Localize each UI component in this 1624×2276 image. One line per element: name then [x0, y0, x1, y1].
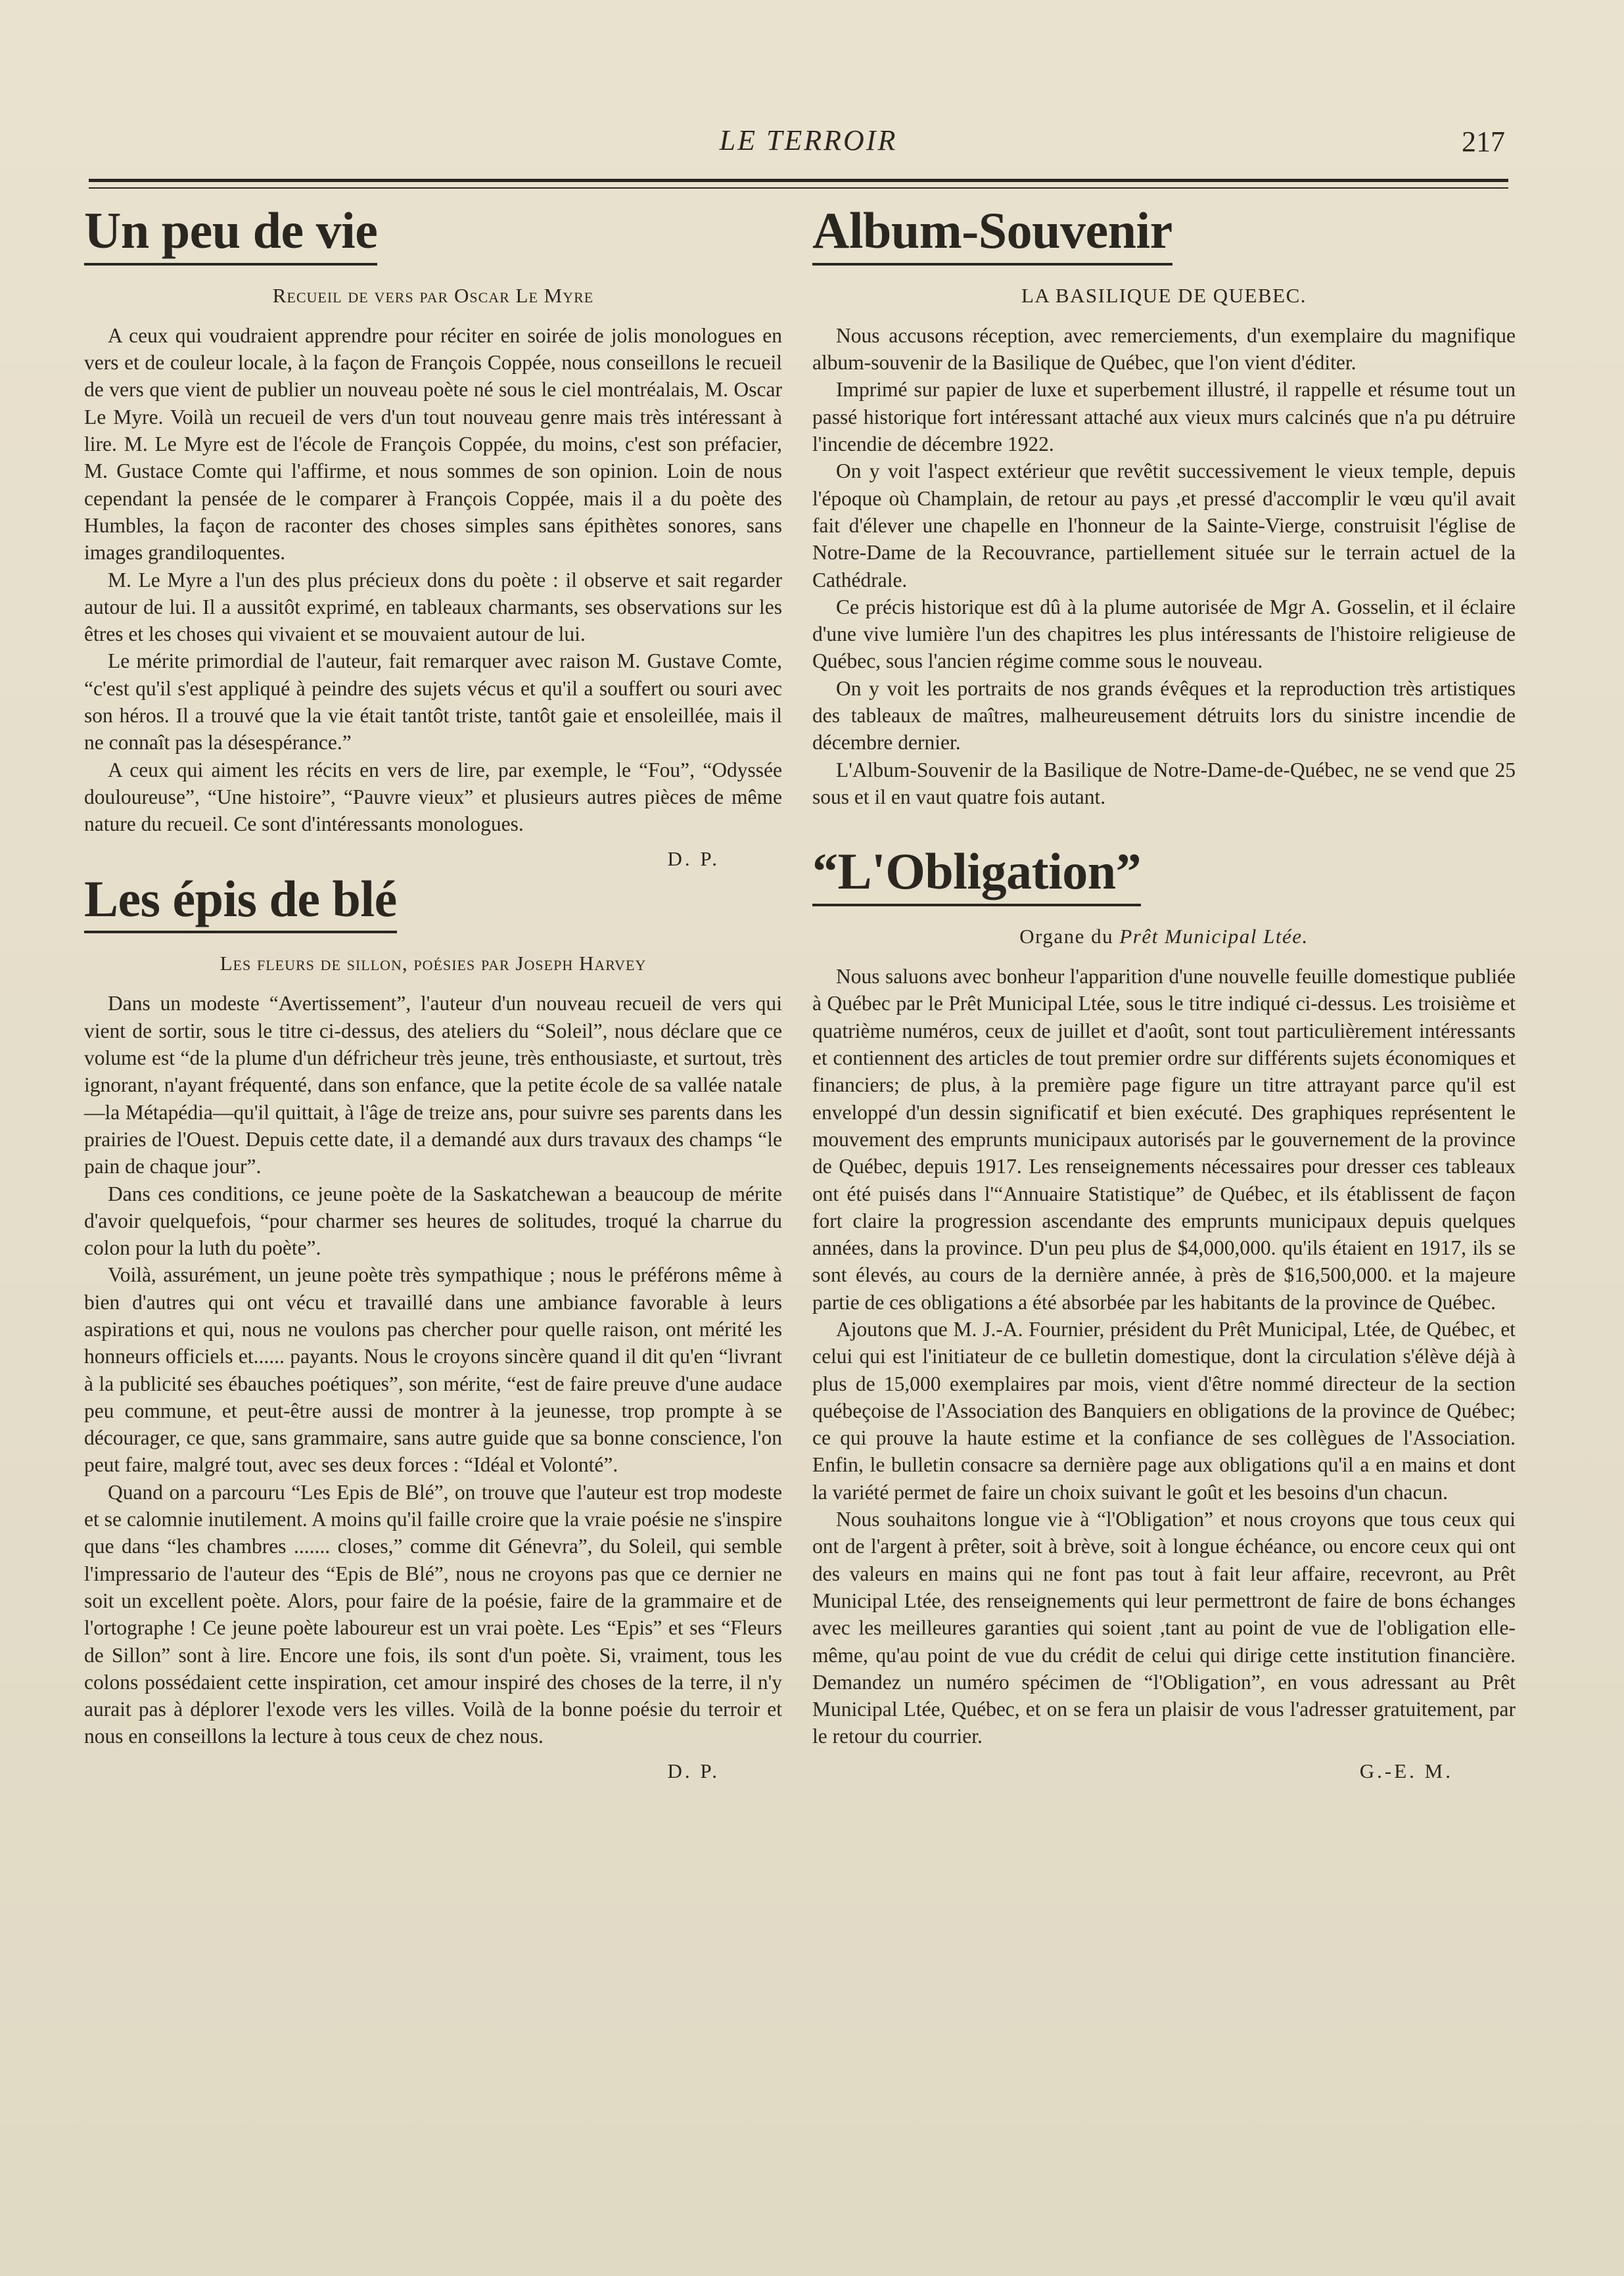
- article-l-obligation: [812, 845, 1516, 1783]
- article-body: [812, 963, 1516, 1750]
- paragraph: M. Le Myre a l'un des plus précieux dons du poète : il observe et sait regarder autour de lui. Il a aussitôt exprimé, en tableaux charmants, ses observations sur les êtres et les choses qui vivaient et se mouvaient autour de lui.: [84, 568, 782, 646]
- paragraph: Nous souhaitons longue vie à “l'Obligation” et nous croyons que tous ceux qui ont de l'argent à prêter, soit à brève, soit à longue échéance, ou encore ceux qui ont des valeurs en mains qui ne font pas tout à fait leur affaire, recevront, au Prêt Municipal Ltée, des renseignements qui leur permettront de faire de bons échanges avec les meilleures garanties qui soient ,tant au point de vue de l'obligation elle-même, qu'au point de vue du crédit de celui qui dirige cette institution financière. Demandez un numéro spécimen de “l'Obligation”, en vous adressant au Prêt Municipal Ltée, Québec, et on se fera un plaisir de vous l'adresser gratuitement, par le retour du courrier.: [812, 1508, 1516, 1748]
- paragraph: Voilà, assurément, un jeune poète très sympathique ; nous le préférons même à bien d'autres qui ont vécu et travaillé dans une ambiance favorable à leurs aspirations et qui, nous ne voulons pas chercher pour quelle raison, ont mérité les honneurs officiels et...... payants. Nous le croyons sincère quand il dit qu'en “livrant à la publicité ses ébauches poétiques”, son mérite, “est de faire preuve d'une audace peu commune, et peut-être aussi de montrer à la jeunesse, trop prompte à se décourager, ce que, sans grammaire, sans autre guide que sa bonne conscience, l'on peut faire, malgré tout, avec ses deux forces : “Idéal et Volonté”.: [84, 1263, 782, 1477]
- article-subtitle: Les fleurs de sillon, poésies par Joseph Harvey: [220, 952, 647, 975]
- header-rule-thin: [89, 187, 1508, 189]
- subtitle-prefix: Organe du: [1019, 925, 1120, 948]
- paragraph: Nous saluons avec bonheur l'apparition d'une nouvelle feuille domestique publiée à Québec par le Prêt Municipal Ltée, sous le titre indiqué ci-dessus. Les troisième et quatrième numéros, ceux de juillet et d'août, sont tout particulièrement intéressants et contiennent des articles de tout premier ordre sur différents sujets économiques et financiers; de plus, à la première page figure un titre attrayant parce qu'il est enveloppé d'un dessin significatif et bien exécuté. Des graphiques représentent le mouvement des emprunts municipaux autorisés par le gouvernement de la province de Québec, depuis 1917. Les renseignements nécessaires pour dresser ces tableaux ont été puisés dans l'“Annuaire Statistique” de Québec, et ils établissent de façon fort claire la progression ascendante des emprunts municipaux depuis quelques années, dans la province. D'un peu plus de $4,000,000. qu'ils étaient en 1917, ils se sont élevés, au cours de la dernière année, à près de $16,500,000. et la majeure partie de ces obligations a été absorbée par les habitants de la province de Québec.: [812, 965, 1516, 1314]
- author-signature: D. P.: [667, 847, 720, 870]
- article-title: Les épis de blé: [84, 872, 397, 934]
- article-title: Un peu de vie: [84, 204, 377, 266]
- paragraph: A ceux qui voudraient apprendre pour réciter en soirée de jolis monologues en vers et de couleur locale, à la façon de François Coppée, nous conseillons le recueil de vers que vient de publier un nouveau poète né sous le ciel montréalais, M. Oscar Le Myre. Voilà un recueil de vers d'un tout nouveau genre mais très intéressant à lire. M. Le Myre est de l'école de François Coppée, du moins, c'est son préfacier, M. Gustace Comte qui l'affirme, et nous sommes de son opinion. Loin de nous cependant la pensée de le comparer à François Coppée, mais il a du poète des Humbles, la façon de raconter des choses simples sans épithètes sonores, sans images grandiloquentes.: [84, 323, 782, 565]
- paragraph: Nous accusons réception, avec remerciements, d'un exemplaire du magnifique album-souvenir de la Basilique de Québec, que l'on vient d'éditer.: [812, 323, 1516, 375]
- paragraph: Imprimé sur papier de luxe et superbement illustré, il rappelle et résume tout un passé historique fort intéressant attaché aux vieux murs calcinés que n'a pu détruire l'incendie de décembre 1922.: [812, 378, 1516, 456]
- article-subtitle: LA BASILIQUE DE QUEBEC.: [1021, 283, 1307, 307]
- article-body: [84, 990, 782, 1750]
- author-signature: G.-E. M.: [1359, 1759, 1453, 1782]
- paragraph: Ce précis historique est dû à la plume autorisée de Mgr A. Gosselin, et il éclaire d'une vive lumière l'un des chapitres les plus intéressants de l'histoire religieuse de Québec, sous l'ancien régime comme sous le nouveau.: [812, 595, 1516, 673]
- paragraph: Quand on a parcouru “Les Epis de Blé”, on trouve que l'auteur est trop modeste et se calomnie inutilement. A moins qu'il faille croire que la vraie poésie ne s'inspire que dans “les chambres ....... closes,” comme dit Génevra”, du Soleil, qui semble l'impressario de l'auteur des “Epis de Blé”, nous ne croyons pas que ce dernier ne soit un excellent poète. Alors, pour faire de la poésie, faire de la grammaire et de l'ortographe ! Ce jeune poète laboureur est un vrai poète. Les “Epis” et ses “Fleurs de Sillon” sont à lire. Encore une fois, ils sont d'un poète. Si, vraiment, tous les colons possédaient cette inspiration, cet amour inspiré des choses de la terre, il n'y aurait pas à déplorer l'exode vers les villes. Voilà de la bonne poésie du terroir et nous en conseillons la lecture à tous ceux de chez nous.: [84, 1480, 782, 1748]
- subtitle-company: Prêt Municipal Ltée.: [1119, 925, 1309, 948]
- paragraph: A ceux qui aiment les récits en vers de lire, par exemple, le “Fou”, “Odyssée douloureuse”, “Une histoire”, “Pauvre vieux” et plusieurs autres pièces de même nature du recueil. Ce sont d'intéressants monologues.: [84, 758, 782, 836]
- running-title: LE TERROIR: [719, 124, 898, 156]
- paragraph: On y voit l'aspect extérieur que revêtit successivement le vieux temple, depuis l'époque où Champlain, de retour au pays ,et pressé d'accomplir le vœu qu'il avait fait d'élever une chapelle en l'honneur de la Sainte-Vierge, construisit l'église de Notre-Dame de la Recouvrance, partiellement située sur le terrain actuel de la Cathédrale.: [812, 459, 1516, 592]
- paragraph: Dans ces conditions, ce jeune poète de la Saskatchewan a beaucoup de mérite d'avoir quelquefois, “pour charmer ses heures de solitudes, troqué la charrue du colon pour la luth du poète”.: [84, 1182, 782, 1260]
- article-album-souvenir: [812, 204, 1516, 810]
- paragraph: Le mérite primordial de l'auteur, fait remarquer avec raison M. Gustave Comte, “c'est qu'il s'est appliqué à peindre des sujets vécus et qu'il a souffert ou souri avec son héros. Il a trouvé que la vie était tantôt triste, tantôt gaie et ensoleillée, mais il ne connaît pas la désespérance.”: [84, 649, 782, 755]
- paragraph: Dans un modeste “Avertissement”, l'auteur d'un nouveau recueil de vers qui vient de sortir, sous le titre ci-dessus, des ateliers du “Soleil”, nous déclare que ce volume est “de la plume d'un défricheur très jeune, très enthousiaste, et surtout, très ignorant, n'ayant fréquenté, dans son enfance, que la petite école de sa vallée natale—la Métapédia—qu'il quittait, à l'âge de treize ans, pour suivre ses parents dans les prairies de l'Ouest. Depuis cette date, il a demandé aux durs travaux des champs “le pain de chaque jour”.: [84, 992, 782, 1178]
- article-body: [812, 322, 1516, 810]
- article-subtitle: [812, 925, 1516, 948]
- author-signature: D. P.: [667, 1759, 720, 1782]
- paragraph: Ajoutons que M. J.-A. Fournier, président du Prêt Municipal, Ltée, de Québec, et celui qui est l'initiateur de ce bulletin domestique, dont la circulation s'élève déjà à plus de 15,000 exemplaires par mois, vient d'être nommé directeur de la section québeçoise de l'Association des Banquiers en obligations de la province de Québec; ce qui prouve la haute estime et la confiance de ses collègues de l'Association. Enfin, le bulletin consacre sa dernière page aux obligations qu'il a en mains et dont la variété permet de faire un choix suivant le goût et les besoins d'un chacun.: [812, 1317, 1516, 1504]
- left-column: [84, 204, 782, 1783]
- paragraph: On y voit les portraits de nos grands évêques et la reproduction très artistiques des tableaux de maîtres, malheureusement détruits lors du sinistre incendie de décembre dernier.: [812, 676, 1516, 755]
- article-body: [84, 322, 782, 838]
- article-les-epis-de-ble: [84, 872, 782, 1783]
- article-title: “L'Obligation”: [812, 845, 1141, 906]
- article-subtitle: Recueil de vers par Oscar Le Myre: [272, 283, 594, 307]
- page-number: 217: [1462, 126, 1505, 158]
- paragraph: L'Album-Souvenir de la Basilique de Notre-Dame-de-Québec, ne se vend que 25 sous et il en vaut quatre fois autant.: [812, 758, 1516, 808]
- article-un-peu-de-vie: [84, 204, 782, 871]
- right-column: [812, 204, 1516, 1783]
- header-rule-thick: [89, 179, 1508, 182]
- article-title: Album-Souvenir: [812, 204, 1172, 266]
